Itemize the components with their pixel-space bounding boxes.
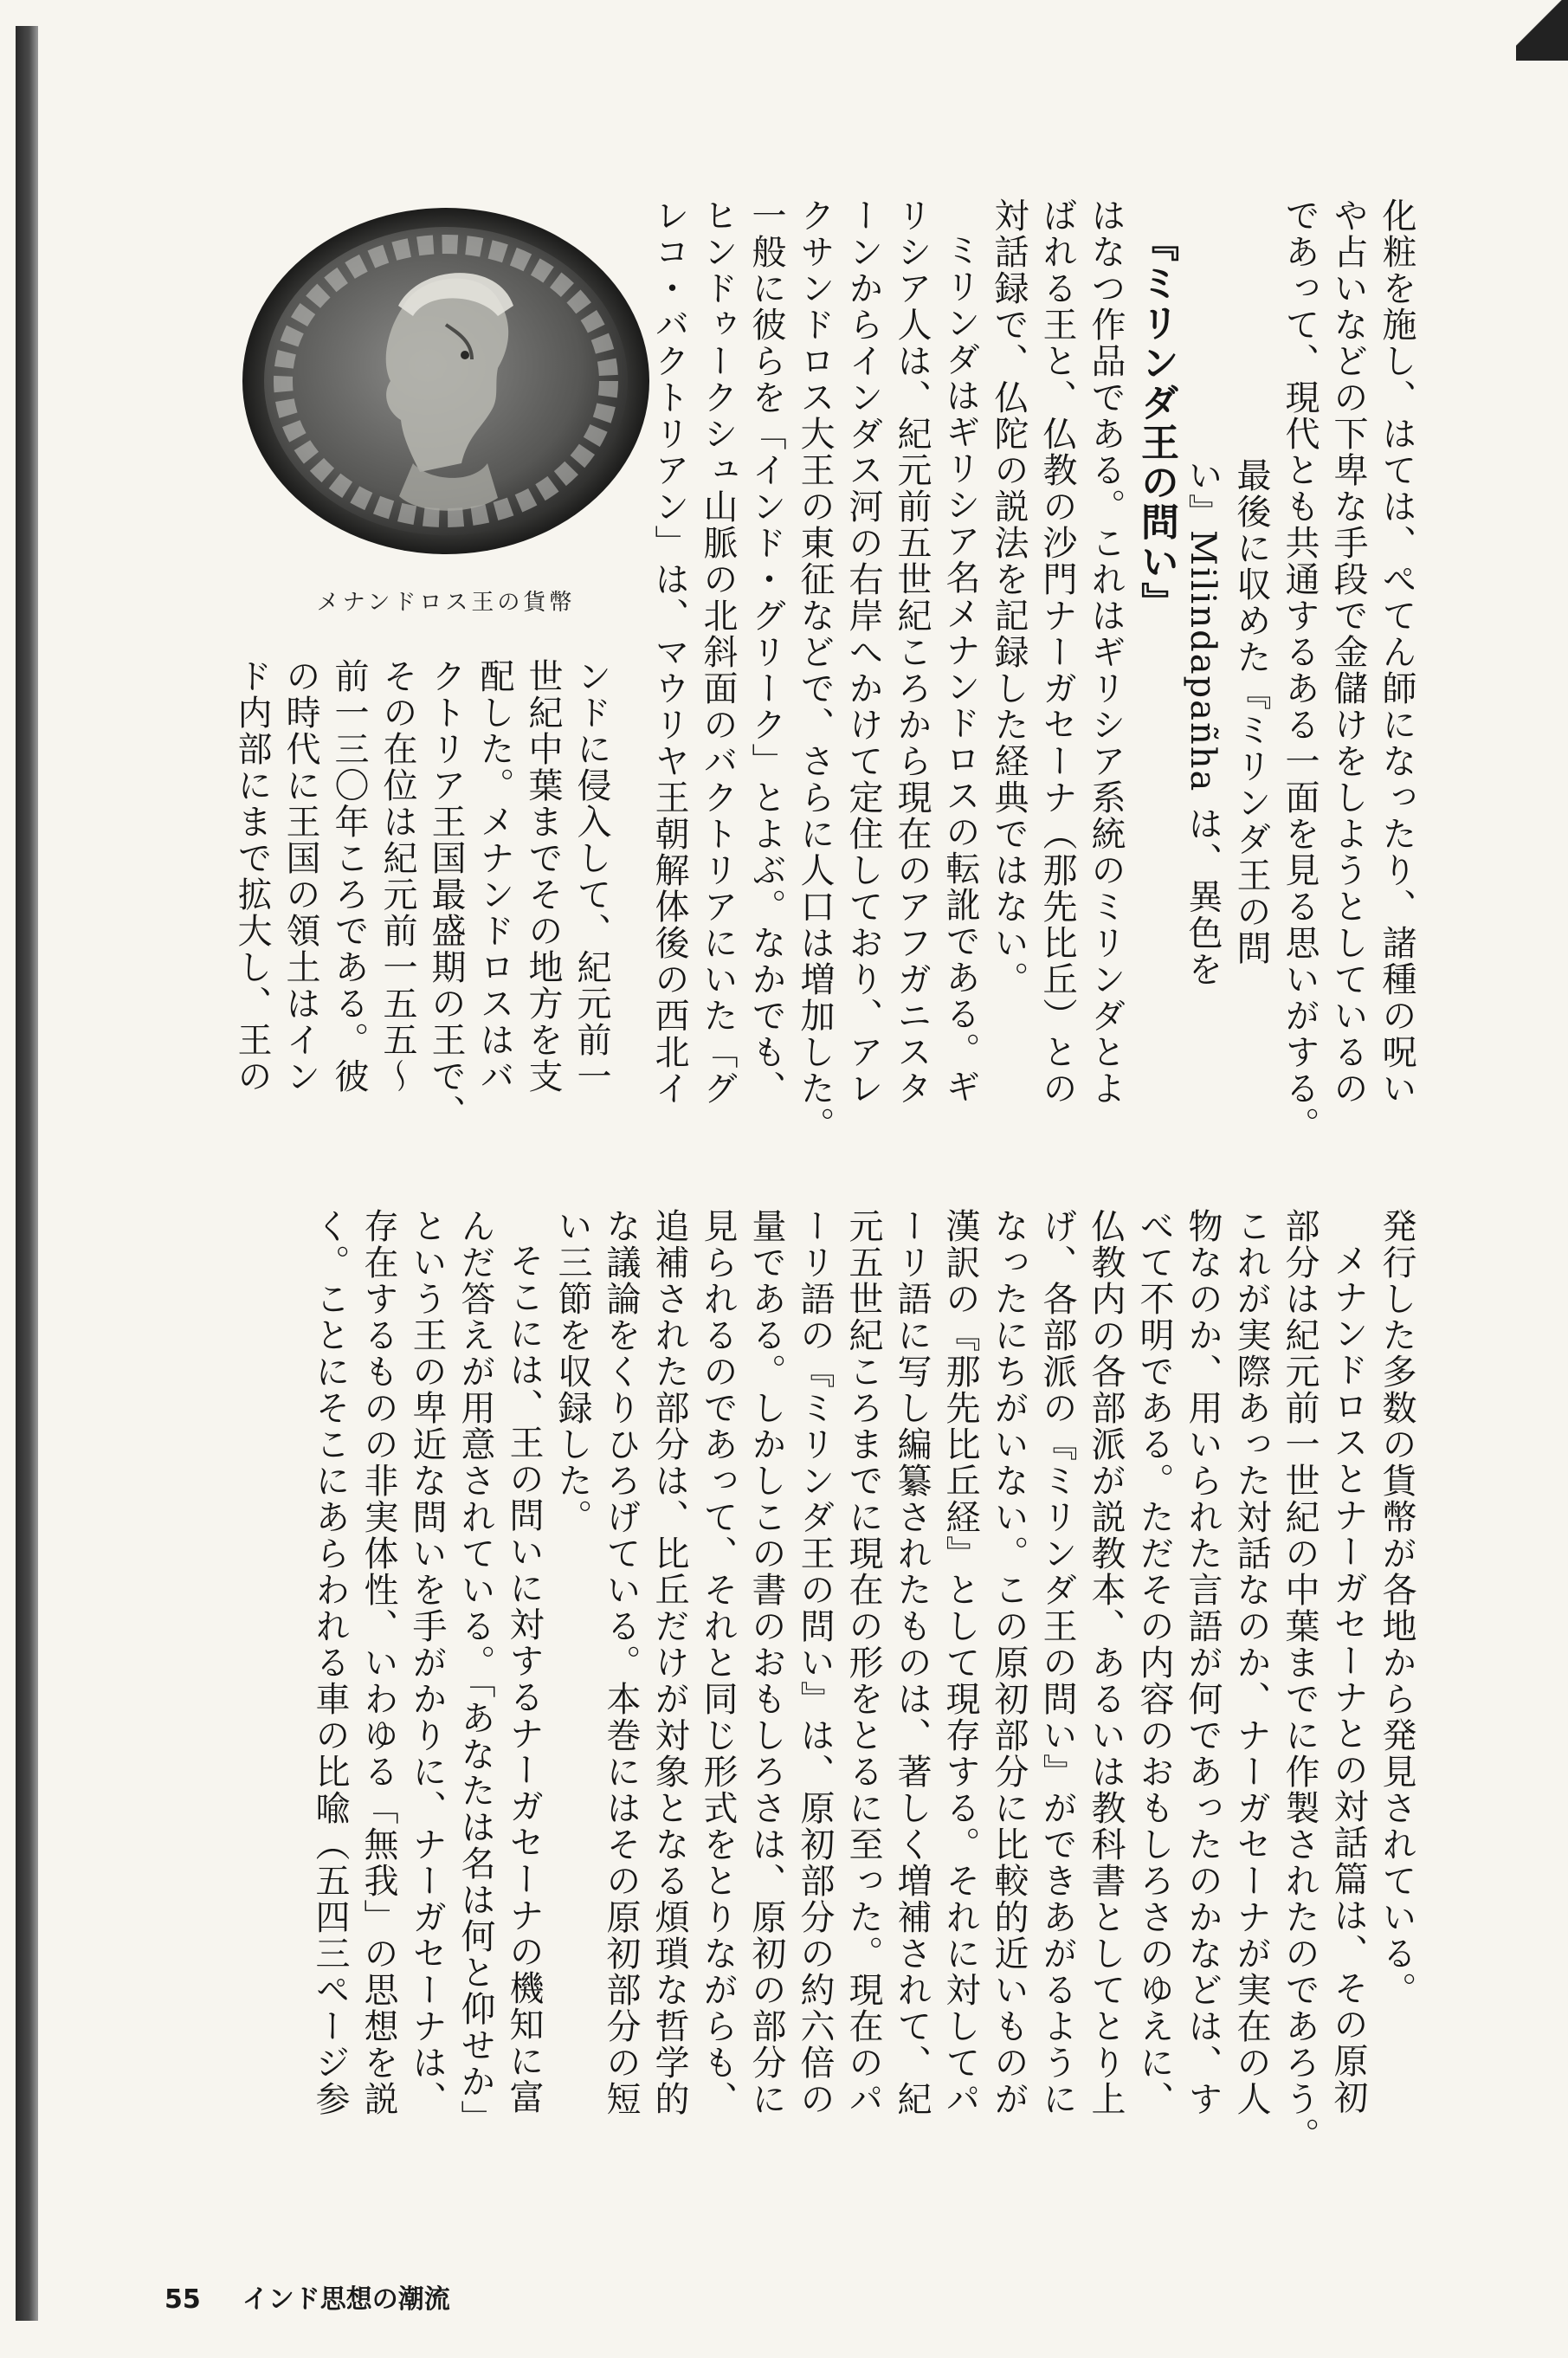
text-column: 追補された部分は、比丘だけが対象となる煩瑣な哲学的 (649, 1208, 689, 2117)
coin-figure (186, 203, 706, 619)
text-column: クトリア王国最盛期の王で、 (426, 658, 466, 1131)
text-column: ミリンダはギリシア名メナンドロスの転訛である。ギ (940, 232, 980, 1105)
lower-text (306, 1208, 1421, 2221)
running-title: インド思想の潮流 (242, 2284, 450, 2315)
text-column: や占いなどの下卑な手段で金儲けをしようとしているの (1328, 197, 1368, 1107)
upper-text-right (1275, 197, 1421, 1159)
section-heading: 『ミリンダ王の問い』 (1134, 223, 1178, 622)
upper-heading-block (1132, 197, 1180, 1159)
text-column: 前一三〇年ころである。彼 (329, 658, 369, 1095)
text-column: ーリ語の『ミリンダ王の問い』は、原初部分の約六倍の (795, 1208, 835, 2117)
coin-image (186, 203, 706, 567)
figure-caption: メナンドロス王の貨幣 (316, 590, 576, 616)
text-column: 仏教内の各部派が説教本、あるいは教科書としてとり上 (1086, 1208, 1126, 2117)
text-column: 存在するものの非実体性、いわゆる「無我」の思想を説 (358, 1208, 398, 2117)
text-column: 量である。しかしこの書のおもしろさは、原初の部分に (746, 1208, 786, 2117)
upper-text-body (645, 197, 1130, 1159)
text-column: 一般に彼らを「インド・グリーク」とよぶ。なかでも、 (746, 197, 786, 1107)
text-column: メナンドロスとナーガセーナとの対話篇は、その原初 (1328, 1243, 1368, 2116)
text-column: な議論をくりひろげている。本巻にはその原初部分の短 (601, 1208, 641, 2117)
text-column: クサンドロス大王の東征などで、さらに人口は増加した。 (795, 197, 835, 1143)
text-column: これが実際あった対話なのか、ナーガセーナが実在の人 (1231, 1208, 1271, 2117)
binding-edge (16, 26, 38, 2321)
text-column: レコ・バクトリアン」は、マウリヤ王朝解体後の西北イ (649, 197, 689, 1107)
text-column: 物なのか、用いられた言語が何であったのかなどは、す (1183, 1208, 1223, 2117)
text-column: そこには、王の問いに対するナーガセーナの機知に富 (504, 1243, 544, 2116)
text-column: 見られるのであって、それと同じ形式をとりながらも、 (698, 1208, 738, 2117)
corner-mark (1516, 0, 1568, 61)
text-column: はなつ作品である。これはギリシア系統のミリンダとよ (1086, 197, 1126, 1107)
page-footer (165, 2277, 450, 2316)
text-column: 化粧を施し、はては、ぺてん師になったり、諸種の呪い (1377, 197, 1416, 1107)
text-column: 元五世紀ころまでに現在の形をとるに至った。現在のパ (843, 1208, 883, 2117)
text-column: ーンからインダス河の右岸へかけて定住しており、アレ (843, 197, 883, 1107)
text-column: く。ことにそこにあらわれる車の比喩（五四三ページ参 (310, 1208, 350, 2117)
page-number: 55 (165, 2284, 201, 2315)
text-column: ーリ語に写し編纂されたものは、著しく増補されて、紀 (892, 1208, 932, 2117)
text-column: という王の卑近な問いを手がかりに、ナーガセーナは、 (407, 1208, 447, 2117)
text-column: ヒンドゥークシュ山脈の北斜面のバクトリアにいた「グ (698, 197, 738, 1107)
upper-text-left (228, 658, 616, 1159)
text-column: その在位は紀元前一五五〜 (377, 658, 417, 1095)
text-column: 配した。メナンドロスはバ (474, 658, 514, 1095)
text-column: 世紀中葉までその地方を支 (523, 658, 563, 1095)
text-column: げ、各部派の『ミリンダ王の問い』ができあがるように (1037, 1208, 1077, 2117)
text-column: なったにちがいない。この原初部分に比較的近いものが (989, 1208, 1029, 2117)
text-column: 対話録で、仏陀の説法を記録した経典ではない。 (989, 197, 1029, 998)
text-column: 最後に収めた『ミリンダ王の問 (1231, 457, 1271, 966)
text-column: んだ答えが用意されている。「あなたは名は何と仰せか」 (455, 1208, 495, 2136)
text-column: い三節を収録した。 (552, 1208, 592, 1535)
text-column: い』Milindapañha は、異色を (1183, 457, 1223, 988)
text-column: リシア人は、紀元前五世紀ころから現在のアフガニスタ (892, 197, 932, 1107)
text-column: 発行した多数の貨幣が各地から発見されている。 (1377, 1208, 1416, 2008)
text-column: ばれる王と、仏教の沙門ナーガセーナ（那先比丘）との (1037, 197, 1077, 1107)
text-column: ンドに侵入して、紀元前一 (571, 658, 611, 1095)
text-column: 漢訳の『那先比丘経』として現存する。それに対してパ (940, 1208, 980, 2117)
text-column: べて不明である。ただその内容のおもしろさのゆえに、 (1134, 1208, 1174, 2117)
text-column: であって、現代とも共通するある一面を見る思いがする。 (1280, 197, 1320, 1143)
text-column: ド内部にまで拡大し、王の (232, 658, 272, 1095)
text-column: の時代に王国の領土はイン (281, 658, 320, 1095)
upper-text-middle (1178, 197, 1275, 1159)
text-column: 部分は紀元前一世紀の中葉までに作製されたのであろう。 (1280, 1208, 1320, 2154)
